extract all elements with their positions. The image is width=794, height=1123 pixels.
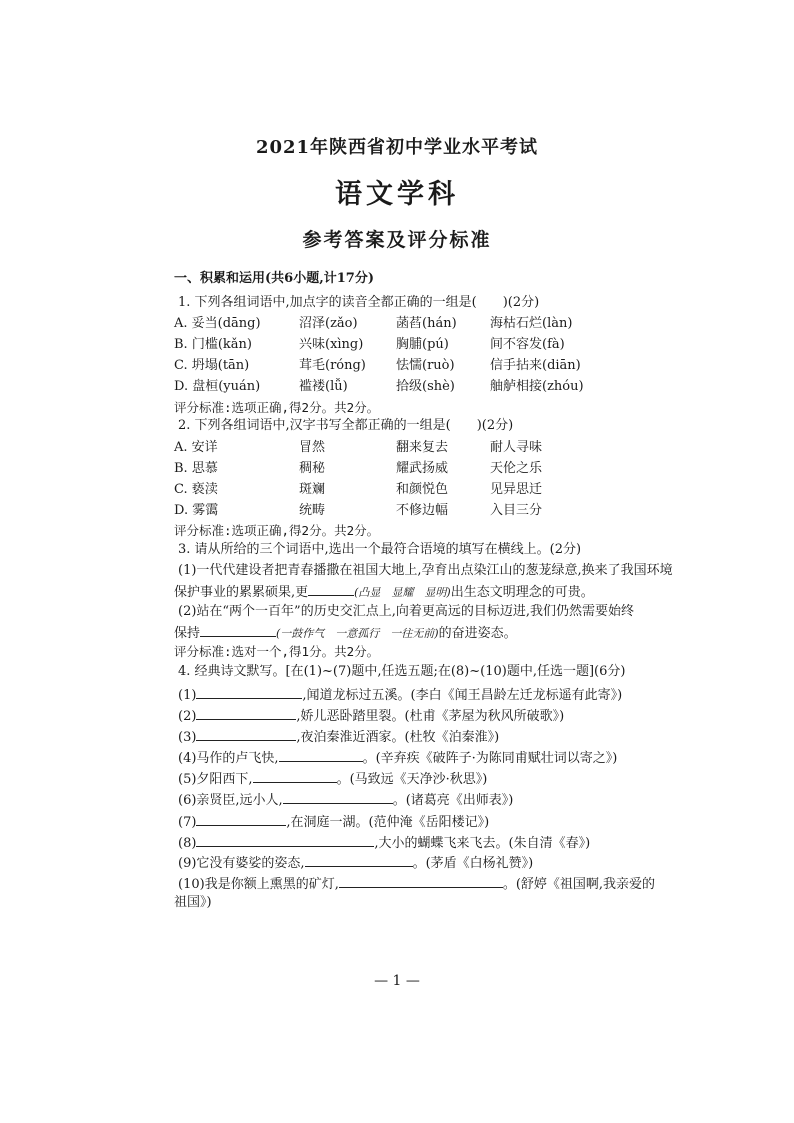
q2-option-cell: D. 雾霭 xyxy=(174,503,219,518)
word-choices: (一鼓作气 一意孤行 一往无前) xyxy=(276,627,439,640)
text-fragment: 保护事业的累累硕果,更 xyxy=(174,585,309,600)
q4-item xyxy=(178,706,564,726)
q4-item-continuation: 祖国》) xyxy=(174,895,212,910)
q1-option-cell: 拾级(shè) xyxy=(396,379,455,394)
q1-option-cell: 兴味(xìng) xyxy=(299,337,364,352)
q3-part1-line2 xyxy=(174,582,594,602)
text-fragment: 马作的卢飞快, xyxy=(196,751,279,766)
q2-option-cell: C. 亵渎 xyxy=(174,482,218,497)
page-number: — 1 — xyxy=(374,973,420,989)
item-number: (10) xyxy=(178,877,205,892)
answer-blank xyxy=(339,874,503,888)
q1-option-cell: C. 坍塌(tān) xyxy=(174,358,250,373)
q4-item xyxy=(178,853,533,873)
q1-option-cell: 怯懦(ruò) xyxy=(396,358,455,373)
q1-option-cell: 间不容发(fà) xyxy=(490,337,565,352)
q3-scoring: 评分标准:选对一个,得1分。共2分。 xyxy=(174,644,380,659)
q2-option-cell: 耐人寻味 xyxy=(490,440,543,455)
item-number: (5) xyxy=(178,772,197,787)
text-fragment: 。(舒婷《祖国啊,我亲爱的 xyxy=(502,877,656,892)
q4-stem: 4. 经典诗文默写。[在(1)~(7)题中,任选五题;在(8)~(10)题中,任选一题](6分) xyxy=(178,664,626,679)
text-fragment: ,夜泊秦淮近酒家。(杜牧《泊秦淮》) xyxy=(296,730,500,745)
item-number: (3) xyxy=(178,730,197,745)
answer-blank xyxy=(283,790,393,804)
q4-item xyxy=(178,833,590,853)
q1-option-cell: 海枯石烂(làn) xyxy=(490,316,573,331)
answer-blank xyxy=(279,748,363,762)
text-fragment: ,闻道龙标过五溪。(李白《闻王昌龄左迁龙标遥有此寄》) xyxy=(302,688,623,703)
q1-option-cell: 胸脯(pú) xyxy=(396,337,449,352)
q2-option-cell: B. 思慕 xyxy=(174,461,218,476)
q1-option-cell: D. 盘桓(yuán) xyxy=(174,379,261,394)
item-number: (6) xyxy=(178,793,197,808)
q3-part2-line1: (2)站在“两个一百年”的历史交汇点上,向着更高远的目标迈进,我们仍然需要始终 xyxy=(178,604,634,619)
answer-blank xyxy=(196,685,302,699)
q1-option-cell: 茸毛(róng) xyxy=(299,358,366,373)
q1-option-cell: B. 门槛(kǎn) xyxy=(174,337,252,352)
q2-option-cell: A. 安详 xyxy=(174,440,218,455)
q2-option-cell: 统畴 xyxy=(299,503,326,518)
q4-item xyxy=(178,874,655,894)
q2-option-cell: 天伦之乐 xyxy=(490,461,543,476)
item-number: (8) xyxy=(178,836,197,851)
text-fragment: 。(茅盾《白杨礼赞》) xyxy=(412,856,534,871)
word-choices: (凸显 显耀 显明) xyxy=(354,586,451,599)
q2-option-cell: 见异思迁 xyxy=(490,482,543,497)
q2-option-cell: 和颜悦色 xyxy=(396,482,449,497)
q1-option-cell: 舳舻相接(zhóu) xyxy=(490,379,584,394)
q4-item xyxy=(178,790,513,810)
text-fragment: 出生态文明理念的可贵。 xyxy=(450,585,594,600)
q2-option-cell: 冒然 xyxy=(299,440,326,455)
q1-option-cell: A. 妥当(dāng) xyxy=(174,316,261,331)
text-fragment: 。(辛弃疾《破阵子·为陈同甫赋壮词以寄之》) xyxy=(362,751,618,766)
text-fragment: ,在洞庭一湖。(范仲淹《岳阳楼记》) xyxy=(286,815,490,830)
item-number: (7) xyxy=(178,815,197,830)
q2-option-cell: 稠秘 xyxy=(299,461,326,476)
text-fragment: 的奋进姿态。 xyxy=(438,626,517,641)
exam-title: 2021年陕西省初中学业水平考试 xyxy=(255,137,539,158)
q2-option-cell: 斑斓 xyxy=(299,482,326,497)
q4-item xyxy=(178,812,489,832)
q4-item xyxy=(178,727,499,747)
q2-option-cell: 入目三分 xyxy=(490,503,543,518)
q4-item xyxy=(178,685,622,705)
subject-title: 语文学科 xyxy=(335,179,459,210)
q3-part1-line1: (1)一代代建设者把青春播撒在祖国大地上,孕育出点染江山的葱茏绿意,换来了我国环境 xyxy=(178,563,673,578)
q4-item xyxy=(178,748,617,768)
q1-stem: 1. 下列各组词语中,加点字的读音全都正确的一组是( )(2分) xyxy=(178,295,540,310)
answer-blank xyxy=(308,582,354,596)
item-number: (9) xyxy=(178,856,197,871)
text-fragment: ,大小的蝴蝶飞来飞去。(朱自清《春》) xyxy=(374,836,591,851)
answer-blank xyxy=(196,812,286,826)
q2-option-cell: 翻来复去 xyxy=(396,440,449,455)
q3-part2-line2 xyxy=(174,623,517,643)
answer-key-subtitle: 参考答案及评分标准 xyxy=(302,229,492,251)
q1-option-cell: 沼泽(zǎo) xyxy=(299,316,358,331)
text-fragment: 我是你额上熏黑的矿灯, xyxy=(204,877,339,892)
text-fragment: 亲贤臣,远小人, xyxy=(196,793,283,808)
text-fragment: 。(诸葛亮《出师表》) xyxy=(392,793,514,808)
answer-blank xyxy=(196,833,374,847)
text-fragment: ,娇儿恶卧踏里裂。(杜甫《茅屋为秋风所破歌》) xyxy=(296,709,565,724)
answer-blank xyxy=(196,727,296,741)
q2-scoring: 评分标准:选项正确,得2分。共2分。 xyxy=(174,523,380,538)
answer-blank xyxy=(196,706,296,720)
item-number: (1) xyxy=(178,688,197,703)
q2-stem: 2. 下列各组词语中,汉字书写全都正确的一组是( )(2分) xyxy=(178,418,514,433)
answer-blank xyxy=(200,623,276,637)
text-fragment: 它没有婆娑的姿态, xyxy=(196,856,305,871)
q1-scoring: 评分标准:选项正确,得2分。共2分。 xyxy=(174,400,380,415)
q4-item xyxy=(178,769,487,789)
section-heading: 一、积累和运用(共6小题,计17分) xyxy=(174,271,374,286)
q1-option-cell: 信手拈来(diān) xyxy=(490,358,581,373)
q3-stem: 3. 请从所给的三个词语中,选出一个最符合语境的填写在横线上。(2分) xyxy=(178,542,582,557)
q1-option-cell: 褴褛(lǚ) xyxy=(299,379,348,394)
text-fragment: 。(马致远《天净沙·秋思》) xyxy=(336,772,488,787)
answer-blank xyxy=(305,853,413,867)
answer-blank xyxy=(253,769,337,783)
q2-option-cell: 不修边幅 xyxy=(396,503,449,518)
item-number: (2) xyxy=(178,709,197,724)
q1-option-cell: 菡萏(hán) xyxy=(396,316,457,331)
item-number: (4) xyxy=(178,751,197,766)
text-fragment: 保持 xyxy=(174,626,201,641)
q2-option-cell: 耀武扬威 xyxy=(396,461,449,476)
text-fragment: 夕阳西下, xyxy=(196,772,253,787)
